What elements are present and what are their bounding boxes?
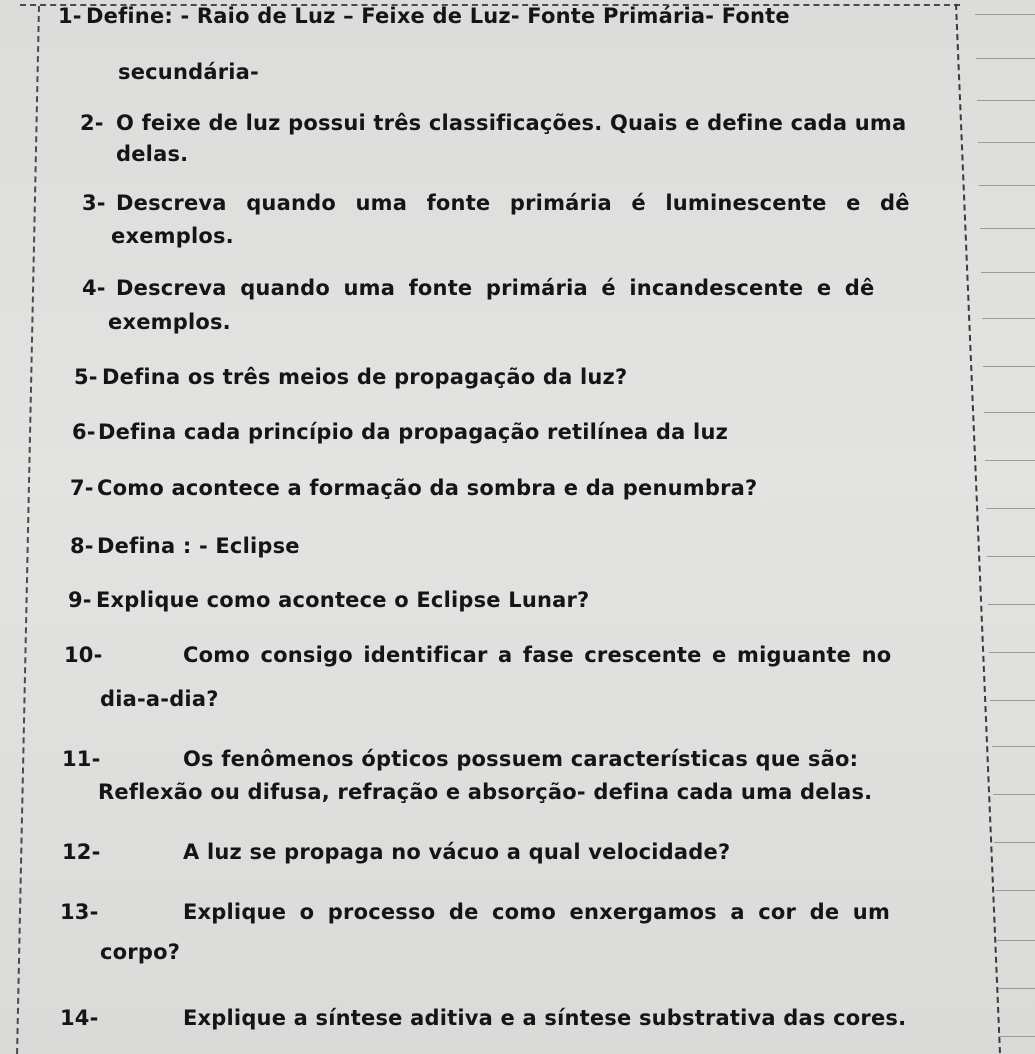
ruled-line	[993, 794, 1035, 795]
question-5-text: Defina os três meios de propagação da luz?	[102, 365, 628, 389]
question-13-text-cont: corpo?	[100, 940, 181, 964]
question-1-text: Define: - Raio de Luz – Feixe de Luz- Fonte Primária- Fonte	[86, 4, 790, 28]
ruled-line	[987, 556, 1035, 557]
question-13-number: 13-	[60, 900, 99, 924]
cut-line-right	[955, 4, 1001, 1053]
question-5-number: 5-	[74, 365, 98, 389]
question-7-number: 7-	[70, 476, 94, 500]
ruled-line	[996, 890, 1035, 891]
ruled-line	[978, 142, 1035, 143]
ruled-line	[989, 652, 1035, 653]
question-9-text: Explique como acontece o Eclipse Lunar?	[96, 588, 590, 612]
ruled-line	[990, 700, 1035, 701]
question-11-text: Os fenômenos ópticos possuem características que são:	[183, 747, 859, 771]
ruled-line	[985, 460, 1035, 461]
question-11-text-cont: Reflexão ou difusa, refração e absorção- defina cada uma delas.	[98, 780, 873, 804]
question-4-text: Descreva quando uma fonte primária é incandescente e dê	[116, 276, 875, 300]
ruled-line	[981, 272, 1035, 273]
ruled-line	[976, 58, 1035, 59]
ruled-line	[986, 508, 1035, 509]
question-3-text-cont: exemplos.	[111, 224, 234, 248]
question-12-text: A luz se propaga no vácuo a qual velocidade?	[183, 840, 731, 864]
question-10-text: Como consigo identificar a fase crescente e miguante no	[183, 643, 892, 667]
question-3-text: Descreva quando uma fonte primária é luminescente e dê	[116, 191, 910, 215]
question-14-text: Explique a síntese aditiva e a síntese substrativa das cores.	[183, 1006, 907, 1030]
ruled-line	[994, 842, 1035, 843]
question-14-number: 14-	[60, 1006, 99, 1030]
ruled-line	[983, 366, 1035, 367]
question-8-text: Defina : - Eclipse	[97, 534, 300, 558]
ruled-line	[988, 604, 1035, 605]
question-6-number: 6-	[72, 420, 96, 444]
ruled-line	[975, 14, 1035, 15]
question-4-text-cont: exemplos.	[108, 310, 231, 334]
question-2-text: O feixe de luz possui três classificações. Quais e define cada uma	[116, 111, 907, 135]
question-12-number: 12-	[62, 840, 101, 864]
question-10-number: 10-	[64, 643, 103, 667]
question-2-number: 2-	[80, 111, 104, 135]
question-9-number: 9-	[68, 588, 92, 612]
ruled-line	[982, 318, 1035, 319]
question-1-number: 1-	[58, 4, 82, 28]
ruled-line	[979, 185, 1035, 186]
ruled-line	[997, 940, 1035, 941]
ruled-line	[977, 100, 1035, 101]
question-3-number: 3-	[82, 191, 106, 215]
question-10-text-cont: dia-a-dia?	[100, 687, 219, 711]
ruled-line	[992, 746, 1035, 747]
question-8-number: 8-	[70, 534, 94, 558]
question-13-text: Explique o processo de como enxergamos a cor de um	[183, 900, 891, 924]
ruled-line	[984, 412, 1035, 413]
ruled-line	[999, 1036, 1035, 1037]
question-11-number: 11-	[62, 747, 101, 771]
question-1-text-cont: secundária-	[118, 60, 259, 84]
question-6-text: Defina cada princípio da propagação retilínea da luz	[98, 420, 729, 444]
ruled-line	[998, 988, 1035, 989]
question-7-text: Como acontece a formação da sombra e da penumbra?	[97, 476, 758, 500]
question-4-number: 4-	[82, 276, 106, 300]
cut-line-left	[16, 6, 40, 1054]
question-2-text-cont: delas.	[116, 142, 189, 166]
ruled-line	[980, 228, 1035, 229]
